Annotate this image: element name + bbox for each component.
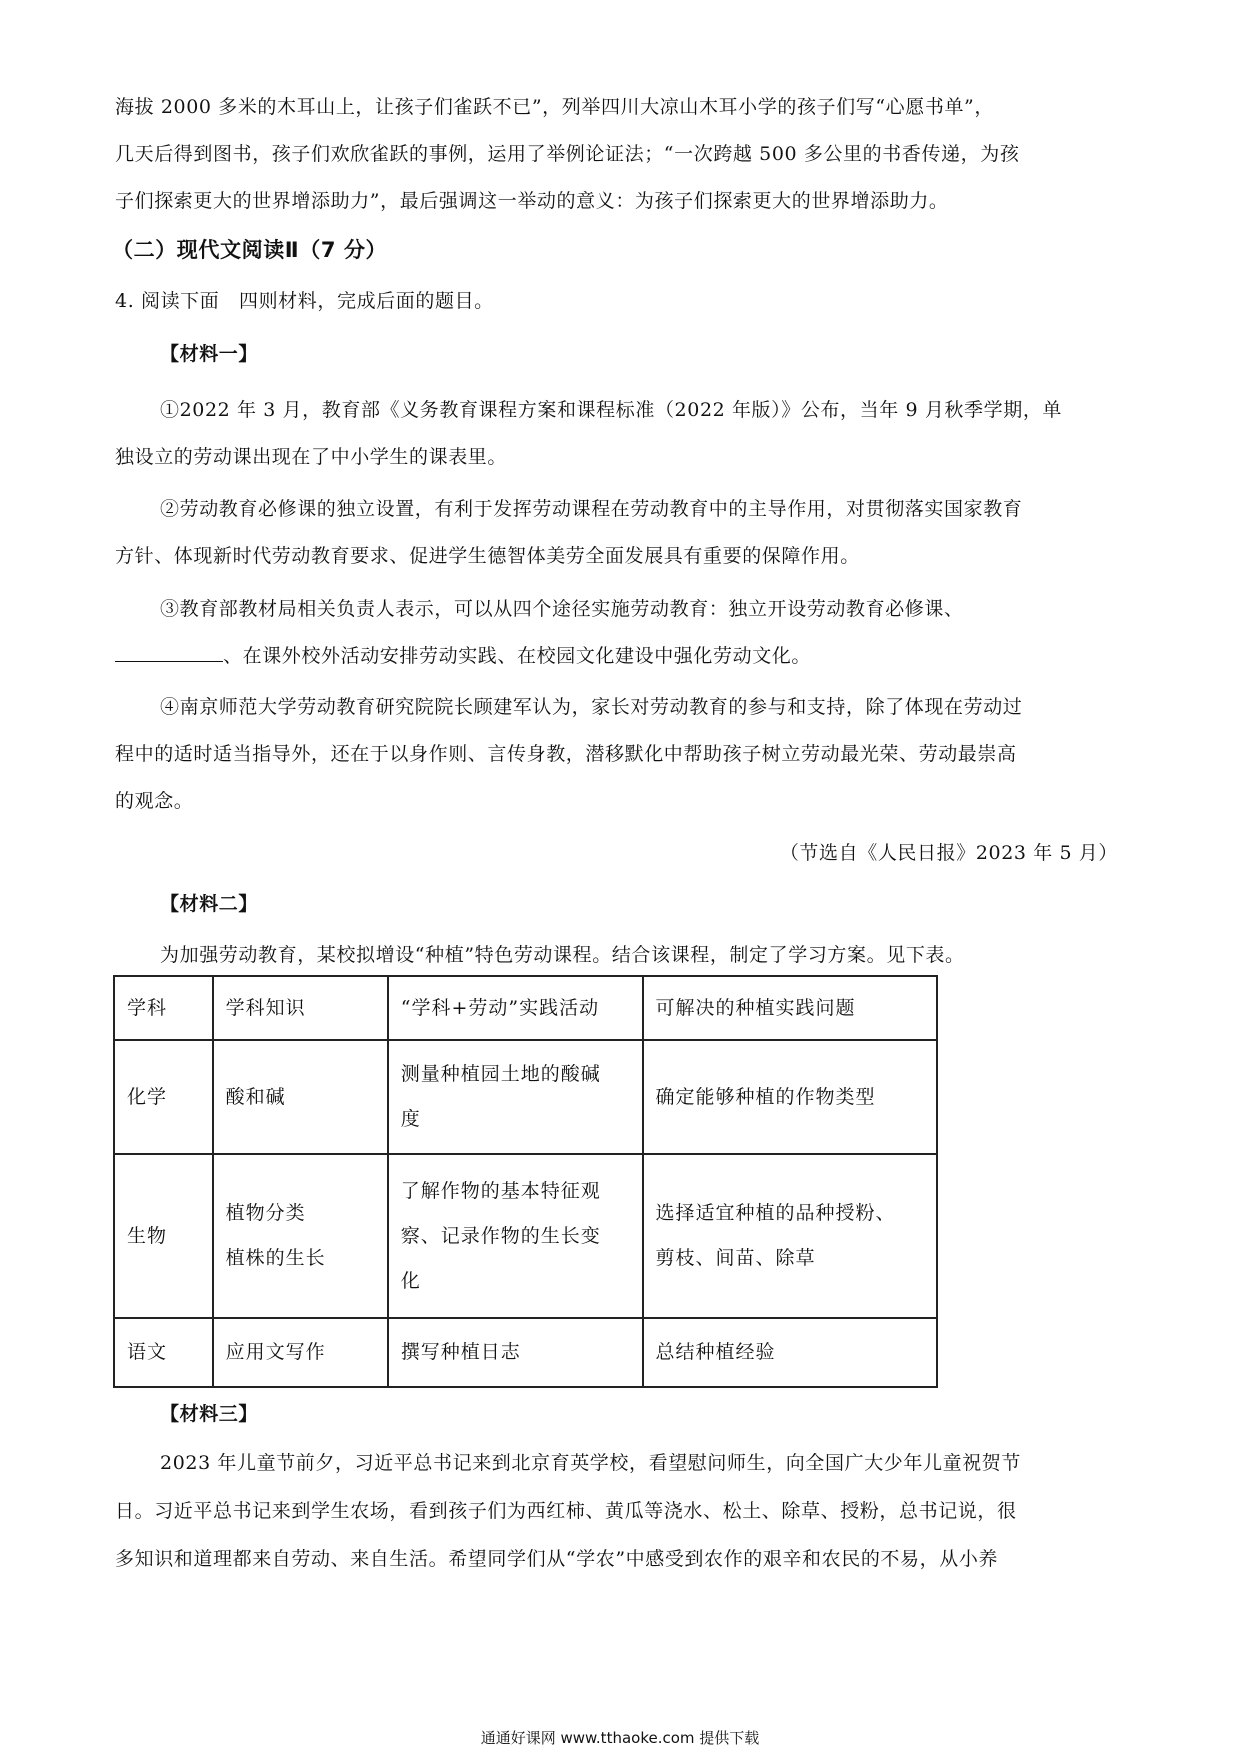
material1-p2-line2: 方针、体现新时代劳动教育要求、促进学生德智体美劳全面发展具有重要的保障作用。	[115, 545, 860, 567]
material1-source: （节选自《人民日报》2023 年 5 月）	[779, 842, 1118, 864]
table-cell-activity	[388, 1318, 643, 1387]
cell-text: 确定能够种植的作物类型	[655, 1085, 876, 1108]
table-row	[114, 1040, 937, 1154]
table-cell-knowledge	[213, 1154, 388, 1318]
page-footer: 通通好课网 www.tthaoke.com 提供下载	[480, 1729, 760, 1747]
material1-heading: 【材料一】	[160, 343, 259, 365]
cell-text: 度	[400, 1108, 421, 1130]
material3-line-3: 多知识和道理都来自劳动、来自生活。希望同学们从“学农”中感受到农作的艰辛和农民的不易，从小养	[115, 1548, 999, 1570]
cell-text: 剪枝、间苗、除草	[655, 1247, 816, 1269]
material1-p2-line1: ②劳动教育必修课的独立设置，有利于发挥劳动课程在劳动教育中的主导作用，对贯彻落实国家教育	[160, 498, 1023, 520]
section-title: （二）现代文阅读Ⅱ（7 分）	[112, 238, 388, 262]
cell-text: 总结种植经验	[655, 1341, 776, 1363]
material1-p3-line2	[115, 643, 811, 669]
cell-text: 植物分类	[225, 1202, 306, 1224]
cell-text: 察、记录作物的生长变	[400, 1224, 601, 1247]
cell-text: 撰写种植日志	[400, 1341, 521, 1363]
intro-line-1: 海拔 2000 多米的木耳山上，让孩子们雀跃不已”，列举四川大凉山木耳小学的孩子们写“心愿书单”，	[115, 96, 994, 118]
table-cell-problem	[643, 1154, 937, 1318]
table-row	[114, 1154, 937, 1318]
intro-line-3: 子们探索更大的世界增添助力”，最后强调这一举动的意义：为孩子们探索更大的世界增添助力。	[115, 190, 949, 212]
table-header-row	[114, 976, 937, 1040]
material1-p3-line1: ③教育部教材局相关负责人表示，可以从四个途径实施劳动教育：独立开设劳动教育必修课、	[160, 598, 964, 620]
material1-p1-line1: ①2022 年 3 月，教育部《义务教育课程方案和课程标准（2022 年版）》公布，当年 9 月秋季学期，单	[160, 399, 1063, 421]
cell-text: 了解作物的基本特征观	[400, 1179, 601, 1202]
material1-p3-line2-text: 、在课外校外活动安排劳动实践、在校园文化建设中强化劳动文化。	[223, 645, 812, 667]
material3-line-1: 2023 年儿童节前夕，习近平总书记来到北京育英学校，看望慰问师生，向全国广大少年儿童祝贺节	[160, 1452, 1021, 1474]
cell-text: 测量种植园土地的酸碱	[400, 1063, 601, 1085]
intro-line-2: 几天后得到图书，孩子们欢欣雀跃的事例，运用了举例论证法；“一次跨越 500 多公里的书香传递，为孩	[115, 143, 1020, 165]
cell-text: 化	[400, 1269, 421, 1292]
table-cell-problem	[643, 1040, 937, 1154]
material3-heading: 【材料三】	[160, 1403, 259, 1425]
question-prompt: 4. 阅读下面 四则材料，完成后面的题目。	[115, 290, 494, 312]
material1-p4-line3: 的观念。	[115, 790, 194, 812]
table-row	[114, 1318, 937, 1387]
cell-text: 选择适宜种植的品种授粉、	[655, 1202, 896, 1224]
table-cell-knowledge	[213, 1040, 388, 1154]
material2-heading: 【材料二】	[160, 893, 259, 915]
fill-in-blank	[115, 643, 223, 662]
table-cell-activity	[388, 1154, 643, 1318]
material3-line-2: 日。习近平总书记来到学生农场，看到孩子们为西红柿、黄瓜等浇水、松土、除草、授粉，总书记说，很	[115, 1500, 1017, 1522]
table-cell-subject: 语文	[114, 1318, 213, 1387]
cell-text: 应用文写作	[225, 1341, 326, 1363]
cell-text: 植株的生长	[225, 1247, 326, 1269]
table-header-cell: 可解决的种植实践问题	[643, 976, 937, 1040]
table-cell-problem	[643, 1318, 937, 1387]
table-cell-subject: 生物	[114, 1154, 213, 1318]
table-cell-subject: 化学	[114, 1040, 213, 1154]
material2-intro: 为加强劳动教育，某校拟增设“种植”特色劳动课程。结合该课程，制定了学习方案。见下表。	[160, 944, 965, 966]
table-header-cell: 学科知识	[213, 976, 388, 1040]
material1-p4-line2: 程中的适时适当指导外，还在于以身作则、言传身教，潜移默化中帮助孩子树立劳动最光荣、劳动最崇高	[115, 743, 1017, 765]
study-plan-table	[113, 975, 938, 1388]
table-cell-activity	[388, 1040, 643, 1154]
table-cell-knowledge	[213, 1318, 388, 1387]
material1-p4-line1: ④南京师范大学劳动教育研究院院长顾建军认为，家长对劳动教育的参与和支持，除了体现在劳动过	[160, 696, 1023, 718]
table-header-cell: “学科+劳动”实践活动	[388, 976, 643, 1040]
cell-text: 酸和碱	[225, 1085, 286, 1108]
table-header-cell: 学科	[114, 976, 213, 1040]
material1-p1-line2: 独设立的劳动课出现在了中小学生的课表里。	[115, 446, 508, 468]
